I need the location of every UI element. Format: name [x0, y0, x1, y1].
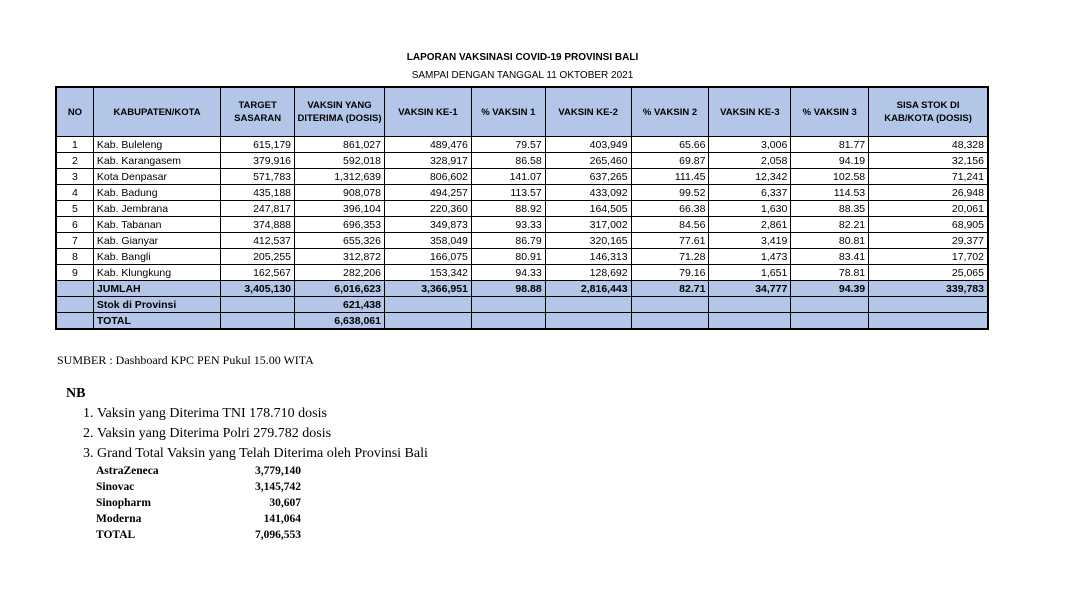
cell-pct-2: 69.87	[631, 153, 709, 169]
cell-vaksin-3: 6,337	[709, 185, 791, 201]
cell-pct-3: 88.35	[791, 201, 869, 217]
cell-diterima: 655,326	[295, 233, 385, 249]
cell-pct-1: 79.57	[471, 137, 545, 153]
cell-diterima: 696,353	[295, 217, 385, 233]
stok-provinsi-row	[56, 297, 988, 313]
cell-no: 8	[56, 249, 93, 265]
cell-sisa-stok: 25,065	[869, 265, 988, 281]
vaccine-value: 3,779,140	[255, 465, 301, 477]
source-note: SUMBER : Dashboard KPC PEN Pukul 15.00 WITA	[57, 353, 314, 367]
vaccine-value: 141,064	[263, 513, 301, 525]
cell-sisa-stok: 32,156	[869, 153, 988, 169]
header-kabupaten: KABUPATEN/KOTA	[93, 87, 220, 137]
cell-vaksin-3: 1,630	[709, 201, 791, 217]
cell-vaksin-2: 433,092	[545, 185, 631, 201]
cell-diterima: 396,104	[295, 201, 385, 217]
cell-sisa-stok: 339,783	[869, 281, 988, 297]
cell-pct-3	[791, 313, 869, 330]
cell-vaksin-3: 2,058	[709, 153, 791, 169]
cell-label: TOTAL	[93, 313, 220, 330]
cell-vaksin-2: 317,002	[545, 217, 631, 233]
cell-sisa-stok: 71,241	[869, 169, 988, 185]
header-no: NO	[56, 87, 93, 137]
cell-diterima: 908,078	[295, 185, 385, 201]
cell-no: 9	[56, 265, 93, 281]
cell-pct-3: 78.81	[791, 265, 869, 281]
cell-no: 3	[56, 169, 93, 185]
cell-pct-3: 114.53	[791, 185, 869, 201]
table-row	[56, 217, 988, 233]
cell-sisa-stok: 20,061	[869, 201, 988, 217]
cell-vaksin-1: 489,476	[384, 137, 471, 153]
cell-vaksin-3: 34,777	[709, 281, 791, 297]
cell-target	[221, 313, 295, 330]
cell-kabupaten: Kab. Tabanan	[93, 217, 220, 233]
cell-sisa-stok: 29,377	[869, 233, 988, 249]
header-vaksin-diterima: VAKSIN YANG DITERIMA (DOSIS)	[295, 87, 385, 137]
cell-kabupaten: Kab. Jembrana	[93, 201, 220, 217]
nb-heading: NB	[66, 386, 86, 401]
report-subtitle: SAMPAI DENGAN TANGGAL 11 OKTOBER 2021	[411, 70, 634, 81]
cell-pct-1	[471, 297, 545, 313]
vaccine-name: TOTAL	[96, 529, 136, 541]
cell-pct-2: 77.61	[631, 233, 709, 249]
cell-label: JUMLAH	[93, 281, 220, 297]
cell-pct-2	[631, 313, 709, 330]
cell-vaksin-3: 3,006	[709, 137, 791, 153]
cell-vaksin-2: 164,505	[545, 201, 631, 217]
cell-diterima: 6,016,623	[295, 281, 385, 297]
cell-pct-1: 94.33	[471, 265, 545, 281]
vaccination-table	[55, 86, 989, 330]
total-row	[56, 313, 988, 330]
cell-vaksin-2: 128,692	[545, 265, 631, 281]
cell-pct-3: 94.19	[791, 153, 869, 169]
cell-no	[56, 281, 93, 297]
cell-pct-1	[471, 313, 545, 330]
cell-pct-3: 94.39	[791, 281, 869, 297]
cell-kabupaten: Kab. Buleleng	[93, 137, 220, 153]
cell-sisa-stok	[869, 297, 988, 313]
table-row	[56, 265, 988, 281]
cell-pct-3: 80.81	[791, 233, 869, 249]
cell-target: 379,916	[221, 153, 295, 169]
cell-diterima: 621,438	[295, 297, 385, 313]
cell-vaksin-2: 146,313	[545, 249, 631, 265]
cell-vaksin-1: 153,342	[384, 265, 471, 281]
cell-vaksin-1: 349,873	[384, 217, 471, 233]
cell-vaksin-3: 1,651	[709, 265, 791, 281]
header-vaksin-1: VAKSIN KE-1	[384, 87, 471, 137]
header-pct-vaksin-2: % VAKSIN 2	[631, 87, 709, 137]
cell-no: 1	[56, 137, 93, 153]
vaccine-name: AstraZeneca	[96, 465, 159, 477]
cell-target: 205,255	[221, 249, 295, 265]
table-row	[56, 137, 988, 153]
report-title: LAPORAN VAKSINASI COVID-19 PROVINSI BALI	[406, 52, 639, 63]
vaccine-value: 3,145,742	[255, 481, 301, 493]
cell-pct-2: 84.56	[631, 217, 709, 233]
grand-total-row	[96, 511, 301, 527]
cell-diterima: 592,018	[295, 153, 385, 169]
cell-no: 7	[56, 233, 93, 249]
table-row	[56, 233, 988, 249]
cell-no: 4	[56, 185, 93, 201]
table-row	[56, 169, 988, 185]
cell-pct-3: 82.21	[791, 217, 869, 233]
cell-no	[56, 313, 93, 330]
cell-pct-1: 113.57	[471, 185, 545, 201]
cell-sisa-stok	[869, 313, 988, 330]
cell-pct-2: 79.16	[631, 265, 709, 281]
cell-target: 615,179	[221, 137, 295, 153]
grand-total-row	[96, 495, 301, 511]
cell-label: Stok di Provinsi	[93, 297, 220, 313]
cell-vaksin-2: 637,265	[545, 169, 631, 185]
cell-pct-2: 99.52	[631, 185, 709, 201]
cell-pct-1: 141.07	[471, 169, 545, 185]
cell-kabupaten: Kab. Karangasem	[93, 153, 220, 169]
cell-target: 3,405,130	[221, 281, 295, 297]
cell-vaksin-2: 320,165	[545, 233, 631, 249]
cell-target	[221, 297, 295, 313]
vaccine-name: Sinopharm	[96, 497, 151, 509]
cell-vaksin-1	[384, 313, 471, 330]
cell-pct-2: 111.45	[631, 169, 709, 185]
grand-total-row	[96, 463, 301, 479]
cell-pct-3: 102.58	[791, 169, 869, 185]
cell-diterima: 282,206	[295, 265, 385, 281]
cell-kabupaten: Kab. Gianyar	[93, 233, 220, 249]
cell-sisa-stok: 68,905	[869, 217, 988, 233]
cell-sisa-stok: 17,702	[869, 249, 988, 265]
cell-vaksin-1	[384, 297, 471, 313]
table-row	[56, 249, 988, 265]
cell-vaksin-3: 12,342	[709, 169, 791, 185]
cell-pct-3: 83.41	[791, 249, 869, 265]
cell-vaksin-3	[709, 313, 791, 330]
cell-vaksin-1: 328,917	[384, 153, 471, 169]
nb-item-grand-total: 3. Grand Total Vaksin yang Telah Diterima oleh Provinsi Bali	[97, 444, 428, 464]
cell-pct-1: 88.92	[471, 201, 545, 217]
cell-pct-1: 98.88	[471, 281, 545, 297]
vaccine-value: 7,096,553	[255, 529, 301, 541]
cell-pct-1: 86.58	[471, 153, 545, 169]
nb-item-polri: 2. Vaksin yang Diterima Polri 279.782 dosis	[97, 424, 428, 444]
grand-total-row	[96, 479, 301, 495]
cell-vaksin-3: 2,861	[709, 217, 791, 233]
header-pct-vaksin-3: % VAKSIN 3	[791, 87, 869, 137]
cell-vaksin-2: 2,816,443	[545, 281, 631, 297]
cell-target: 412,537	[221, 233, 295, 249]
cell-pct-2: 71.28	[631, 249, 709, 265]
cell-vaksin-1: 806,602	[384, 169, 471, 185]
cell-kabupaten: Kab. Klungkung	[93, 265, 220, 281]
nb-item-tni: 1. Vaksin yang Diterima TNI 178.710 dosis	[97, 404, 428, 424]
cell-vaksin-1: 220,360	[384, 201, 471, 217]
vaccine-value: 30,607	[269, 497, 301, 509]
grand-total-table	[96, 463, 301, 543]
table-row	[56, 185, 988, 201]
cell-vaksin-2	[545, 313, 631, 330]
cell-vaksin-2	[545, 297, 631, 313]
cell-sisa-stok: 48,328	[869, 137, 988, 153]
cell-no: 6	[56, 217, 93, 233]
cell-pct-2	[631, 297, 709, 313]
vaccine-name: Sinovac	[96, 481, 135, 493]
grand-total-row	[96, 527, 301, 543]
cell-no: 5	[56, 201, 93, 217]
cell-no	[56, 297, 93, 313]
cell-diterima: 6,638,061	[295, 313, 385, 330]
cell-target: 435,188	[221, 185, 295, 201]
jumlah-row	[56, 281, 988, 297]
vaccine-name: Moderna	[96, 513, 142, 525]
cell-pct-3: 81.77	[791, 137, 869, 153]
cell-target: 247,817	[221, 201, 295, 217]
cell-pct-1: 93.33	[471, 217, 545, 233]
cell-vaksin-3: 1,473	[709, 249, 791, 265]
cell-kabupaten: Kab. Badung	[93, 185, 220, 201]
nb-list	[65, 404, 428, 464]
cell-vaksin-2: 265,460	[545, 153, 631, 169]
cell-diterima: 1,312,639	[295, 169, 385, 185]
cell-target: 374,888	[221, 217, 295, 233]
cell-sisa-stok: 26,948	[869, 185, 988, 201]
header-pct-vaksin-1: % VAKSIN 1	[471, 87, 545, 137]
cell-vaksin-2: 403,949	[545, 137, 631, 153]
cell-vaksin-1: 166,075	[384, 249, 471, 265]
cell-no: 2	[56, 153, 93, 169]
cell-kabupaten: Kab. Bangli	[93, 249, 220, 265]
cell-target: 162,567	[221, 265, 295, 281]
header-vaksin-2: VAKSIN KE-2	[545, 87, 631, 137]
cell-pct-3	[791, 297, 869, 313]
cell-vaksin-3	[709, 297, 791, 313]
header-sisa-stok: SISA STOK DI KAB/KOTA (DOSIS)	[869, 87, 988, 137]
cell-vaksin-3: 3,419	[709, 233, 791, 249]
cell-kabupaten: Kota Denpasar	[93, 169, 220, 185]
cell-vaksin-1: 494,257	[384, 185, 471, 201]
header-vaksin-3: VAKSIN KE-3	[709, 87, 791, 137]
table-row	[56, 201, 988, 217]
cell-vaksin-1: 3,366,951	[384, 281, 471, 297]
header-target: TARGET SASARAN	[221, 87, 295, 137]
cell-diterima: 312,872	[295, 249, 385, 265]
cell-diterima: 861,027	[295, 137, 385, 153]
cell-target: 571,783	[221, 169, 295, 185]
cell-pct-1: 86.79	[471, 233, 545, 249]
cell-pct-2: 65.66	[631, 137, 709, 153]
cell-pct-1: 80.91	[471, 249, 545, 265]
cell-pct-2: 82.71	[631, 281, 709, 297]
cell-pct-2: 66.38	[631, 201, 709, 217]
table-header-row	[56, 87, 988, 137]
cell-vaksin-1: 358,049	[384, 233, 471, 249]
table-row	[56, 153, 988, 169]
